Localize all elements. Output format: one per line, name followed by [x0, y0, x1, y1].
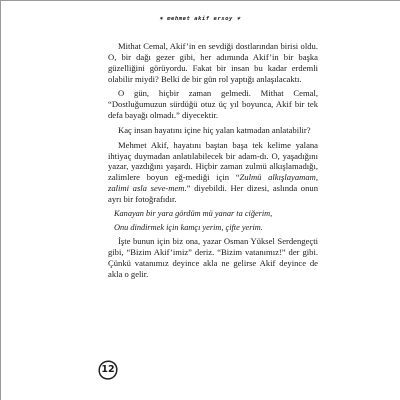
paragraph-1: Mithat Cemal, Akif’in en sevdiği dostlarından birisi oldu. O, bir dağı gezer gibi, her adımında Akif’in bir başka güzelliğini görüyordu. Fakat bir insan bu kadar erdemli olabilir miydi? Belki de bir gün rol yaptığı anlaşılacaktı.: [108, 41, 318, 84]
body-text: [108, 41, 318, 284]
page-edge-top: [0, 0, 400, 1]
quoted-line: Zulmü alkışlayamam, zalimi asla seve-mem.: [108, 172, 318, 194]
paragraph-3: Kaç insan hayatını içine hiç yalan katmadan anlatabilir?: [118, 124, 311, 135]
page-number-badge: [97, 359, 119, 381]
paragraph-5: İşte bunun için biz ona, yazar Osman Yüksel Serdengeçti gibi, “Bizim Akif’imiz” deriz. “Bizim vatanımız!” der gibi. Çünkü vatanımız deyince akla ne gelirse Akif deyince de akla o gelir.: [108, 236, 318, 279]
paragraph-4: [108, 140, 318, 205]
running-header: ✶ mehmet akif ersoy ✶: [159, 16, 241, 22]
page-edge-left: [0, 0, 1, 400]
verse-line-1: Kanayan bir yara gördüm mü yanar ta ciğerim,: [114, 208, 273, 218]
page-number: 12: [101, 364, 115, 375]
paragraph-2: O gün, hiçbir zaman gelmedi. Mithat Cemal, “Dostluğumuzun sürdüğü otuz üç yıl boyunca, Akif bir tek defa bayağı olmadı.” diyecektir.: [108, 88, 318, 121]
paragraph-4-before: Mehmet Akif, hayatını baştan başa tek kelime yalana ihtiyaç duymadan anlatılabilecek bir adam-dı. O, yaşadığını yazar, yazdığını yaşardı. Hiçbir zaman zulmü alkışlamadığı, zalimlere boyun eğ-mediği için “: [108, 139, 318, 183]
verse-line-2: Onu dindirmek için kamçı yerim, çifte yerim.: [114, 222, 263, 232]
paragraph-4-after: ” diyebildi. Her dizesi, aslında onun ayrı bir fotoğrafıdır.: [108, 183, 318, 205]
